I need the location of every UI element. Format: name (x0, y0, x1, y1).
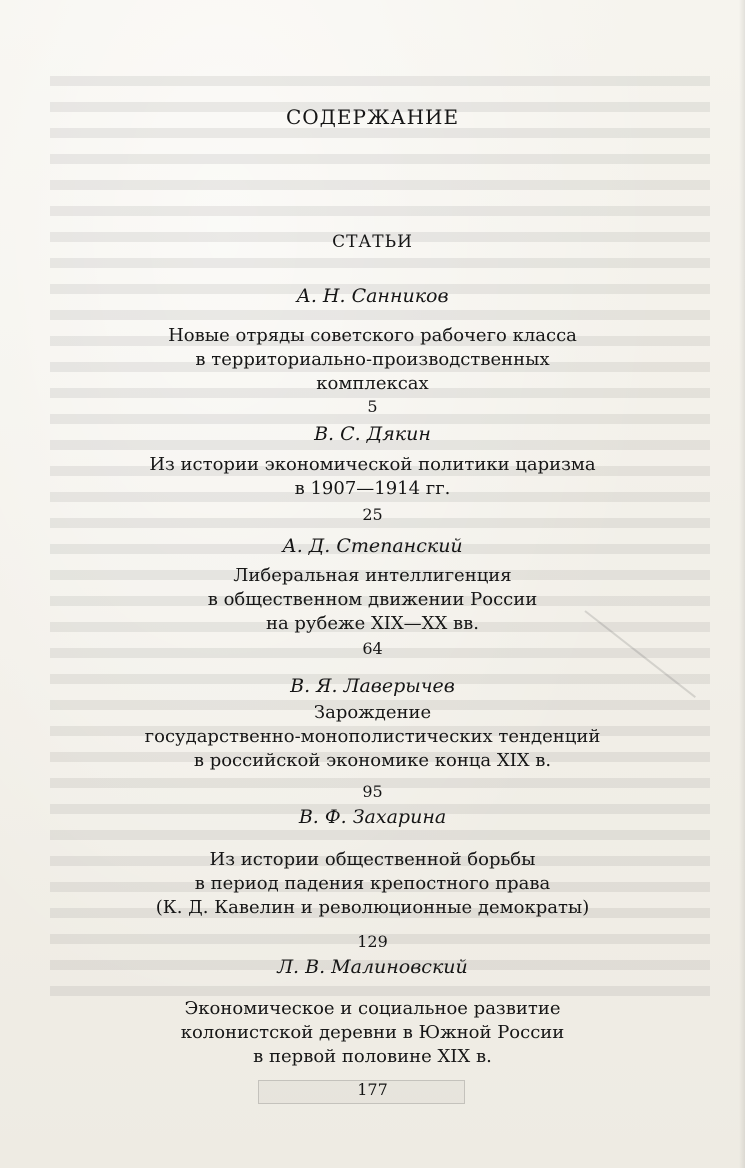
entry-page-number: 25 (362, 505, 383, 524)
toc-entry (0, 284, 745, 418)
entry-title-line: Из истории общественной борьбы (209, 849, 536, 870)
entry-author: Л. В. Малиновский (277, 956, 468, 978)
section-heading: СТАТЬИ (332, 232, 413, 252)
entry-title-line: Новые отряды советского рабочего класса (168, 325, 577, 346)
show-through-line (50, 76, 710, 86)
entry-page-number: 177 (357, 1080, 388, 1099)
entry-title-line: колонистской деревни в Южной России (180, 1022, 565, 1043)
entry-title-line: Экономическое и социальное развитие (184, 998, 561, 1019)
toc-entry (0, 674, 745, 803)
entry-title-line: в 1907—1914 гг. (294, 478, 451, 499)
contents-heading: СОДЕРЖАНИЕ (285, 105, 460, 129)
entry-page-number: 95 (362, 782, 383, 801)
entry-title-line: Из истории экономической политики царизма (149, 454, 596, 475)
entry-author: В. С. Дякин (314, 423, 431, 445)
toc-entry (0, 955, 745, 1101)
entry-title-line: в период падения крепостного права (194, 873, 551, 894)
entry-title-line: (К. Д. Кавелин и революционные демократы) (155, 897, 590, 918)
toc-entry (0, 534, 745, 660)
entry-title-line: в территориально-производственных (195, 349, 550, 370)
entry-author: В. Я. Лаверычев (290, 675, 455, 697)
entry-author: В. Ф. Захарина (298, 806, 447, 828)
toc-entry (0, 422, 745, 526)
entry-title-line: на рубеже XIX—XX вв. (265, 613, 480, 634)
entry-author: А. Д. Степанский (282, 535, 463, 557)
entry-title-line: в первой половине XIX в. (253, 1046, 492, 1067)
entry-page-number: 129 (357, 932, 388, 951)
entry-title-line: государственно-монополистических тенденций (144, 726, 601, 747)
toc-entry (0, 805, 745, 953)
entry-title-line: комплексах (316, 373, 429, 394)
entry-title-line: Зарождение (313, 702, 432, 723)
entry-title-line: в общественном движении России (207, 589, 538, 610)
entry-page-number: 5 (367, 397, 378, 416)
entry-author: А. Н. Санников (296, 285, 449, 307)
table-of-contents (0, 104, 745, 1101)
entry-title-line: в российской экономике конца XIX в. (193, 750, 552, 771)
entry-title-line: Либеральная интеллигенция (233, 565, 512, 586)
entry-page-number: 64 (362, 639, 383, 658)
